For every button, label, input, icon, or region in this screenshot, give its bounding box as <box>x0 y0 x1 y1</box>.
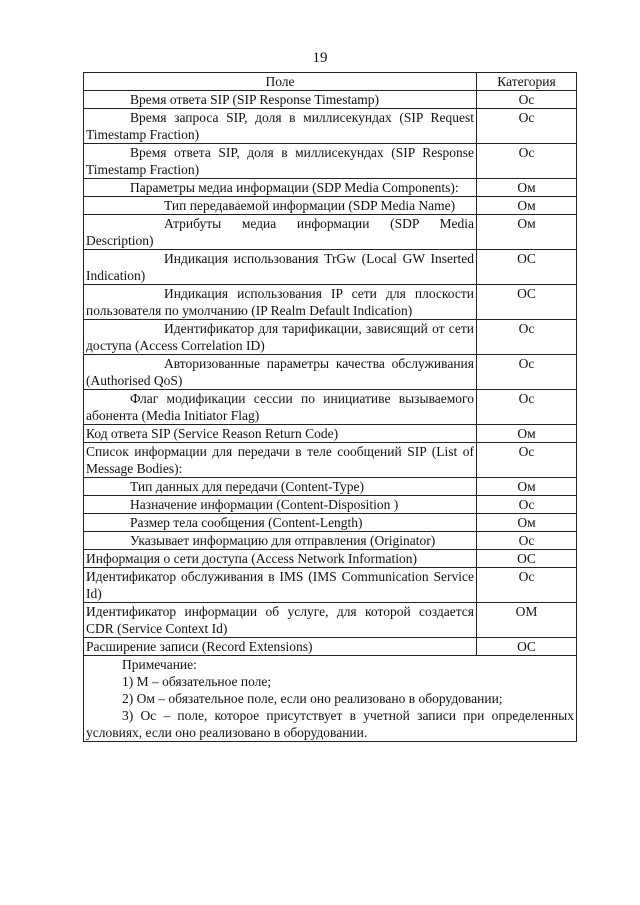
page-number: 19 <box>312 50 328 66</box>
field-cell: Идентификатор информации об услуге, для которой создается CDR (Service Context Id) <box>84 603 477 638</box>
table-row <box>84 603 577 638</box>
table-row <box>84 91 577 109</box>
table-row <box>84 109 577 144</box>
category-cell: Oм <box>477 514 577 532</box>
field-cell: Идентификатор обслуживания в IMS (IMS Communication Service Id) <box>84 568 477 603</box>
category-cell: Oм <box>477 179 577 197</box>
field-cell: Информация о сети доступа (Access Network Information) <box>84 550 477 568</box>
category-cell: OM <box>477 603 577 638</box>
category-cell: Oм <box>477 425 577 443</box>
category-cell: Oc <box>477 91 577 109</box>
table-row <box>84 320 577 355</box>
category-cell: Oc <box>477 144 577 179</box>
field-cell: Назначение информации (Content-Disposition ) <box>84 496 477 514</box>
header-category: Категория <box>477 73 577 91</box>
field-cell: Список информации для передачи в теле сообщений SIP (List of Message Bodies): <box>84 443 477 478</box>
notes-row <box>84 656 577 742</box>
note-item-3: 3) Ос – поле, которое присутствует в учетной записи при определенных условиях, если оно реализовано в оборудовании. <box>86 708 574 740</box>
field-category-table <box>83 72 577 742</box>
table-row <box>84 285 577 320</box>
note-item-1: 1) М – обязательное поле; <box>122 674 272 689</box>
category-cell: Oм <box>477 215 577 250</box>
notes-cell <box>84 656 577 742</box>
table-row <box>84 550 577 568</box>
table-row <box>84 390 577 425</box>
field-cell: Размер тела сообщения (Content-Length) <box>84 514 477 532</box>
field-cell: Индикация использования TrGw (Local GW Inserted Indication) <box>84 250 477 285</box>
table-row <box>84 532 577 550</box>
field-cell: Тип передаваемой информации (SDP Media Name) <box>84 197 477 215</box>
category-cell: OC <box>477 638 577 656</box>
category-cell: OC <box>477 285 577 320</box>
field-cell: Код ответа SIP (Service Reason Return Code) <box>84 425 477 443</box>
table-row <box>84 568 577 603</box>
field-cell: Флаг модификации сессии по инициативе вызываемого абонента (Media Initiator Flag) <box>84 390 477 425</box>
field-cell: Идентификатор для тарификации, зависящий от сети доступа (Access Correlation ID) <box>84 320 477 355</box>
category-cell: Oc <box>477 390 577 425</box>
notes-title: Примечание: <box>122 657 197 672</box>
table-row <box>84 250 577 285</box>
table-row <box>84 496 577 514</box>
field-cell: Параметры медиа информации (SDP Media Components): <box>84 179 477 197</box>
table-row <box>84 638 577 656</box>
table-row <box>84 215 577 250</box>
category-cell: Oc <box>477 568 577 603</box>
field-cell: Атрибуты медиа информации (SDP Media Description) <box>84 215 477 250</box>
table-row <box>84 514 577 532</box>
header-field: Поле <box>84 73 477 91</box>
category-cell: OC <box>477 250 577 285</box>
table-row <box>84 144 577 179</box>
category-cell: Oc <box>477 109 577 144</box>
field-cell: Время запроса SIP, доля в миллисекундах (SIP Request Timestamp Fraction) <box>84 109 477 144</box>
field-cell: Время ответа SIP, доля в миллисекундах (SIP Response Timestamp Fraction) <box>84 144 477 179</box>
table-body <box>84 91 577 656</box>
field-cell: Расширение записи (Record Extensions) <box>84 638 477 656</box>
category-cell: Oc <box>477 532 577 550</box>
category-cell: Oc <box>477 320 577 355</box>
table-row <box>84 355 577 390</box>
category-cell: Oc <box>477 496 577 514</box>
table-row <box>84 425 577 443</box>
note-item-2: 2) Ом – обязательное поле, если оно реализовано в оборудовании; <box>122 691 503 706</box>
category-cell: OC <box>477 550 577 568</box>
field-cell: Тип данных для передачи (Content-Type) <box>84 478 477 496</box>
category-cell: Oм <box>477 197 577 215</box>
field-cell: Указывает информацию для отправления (Originator) <box>84 532 477 550</box>
field-cell: Авторизованные параметры качества обслуживания (Authorised QoS) <box>84 355 477 390</box>
category-cell: Oc <box>477 443 577 478</box>
table-row <box>84 478 577 496</box>
table-row <box>84 197 577 215</box>
category-cell: Oc <box>477 355 577 390</box>
field-cell: Индикация использования IP сети для плоскости пользователя по умолчанию (IP Realm Default Indication) <box>84 285 477 320</box>
table-header-row <box>84 73 577 91</box>
table-row <box>84 443 577 478</box>
field-cell: Время ответа SIP (SIP Response Timestamp) <box>84 91 477 109</box>
table-row <box>84 179 577 197</box>
category-cell: Oм <box>477 478 577 496</box>
